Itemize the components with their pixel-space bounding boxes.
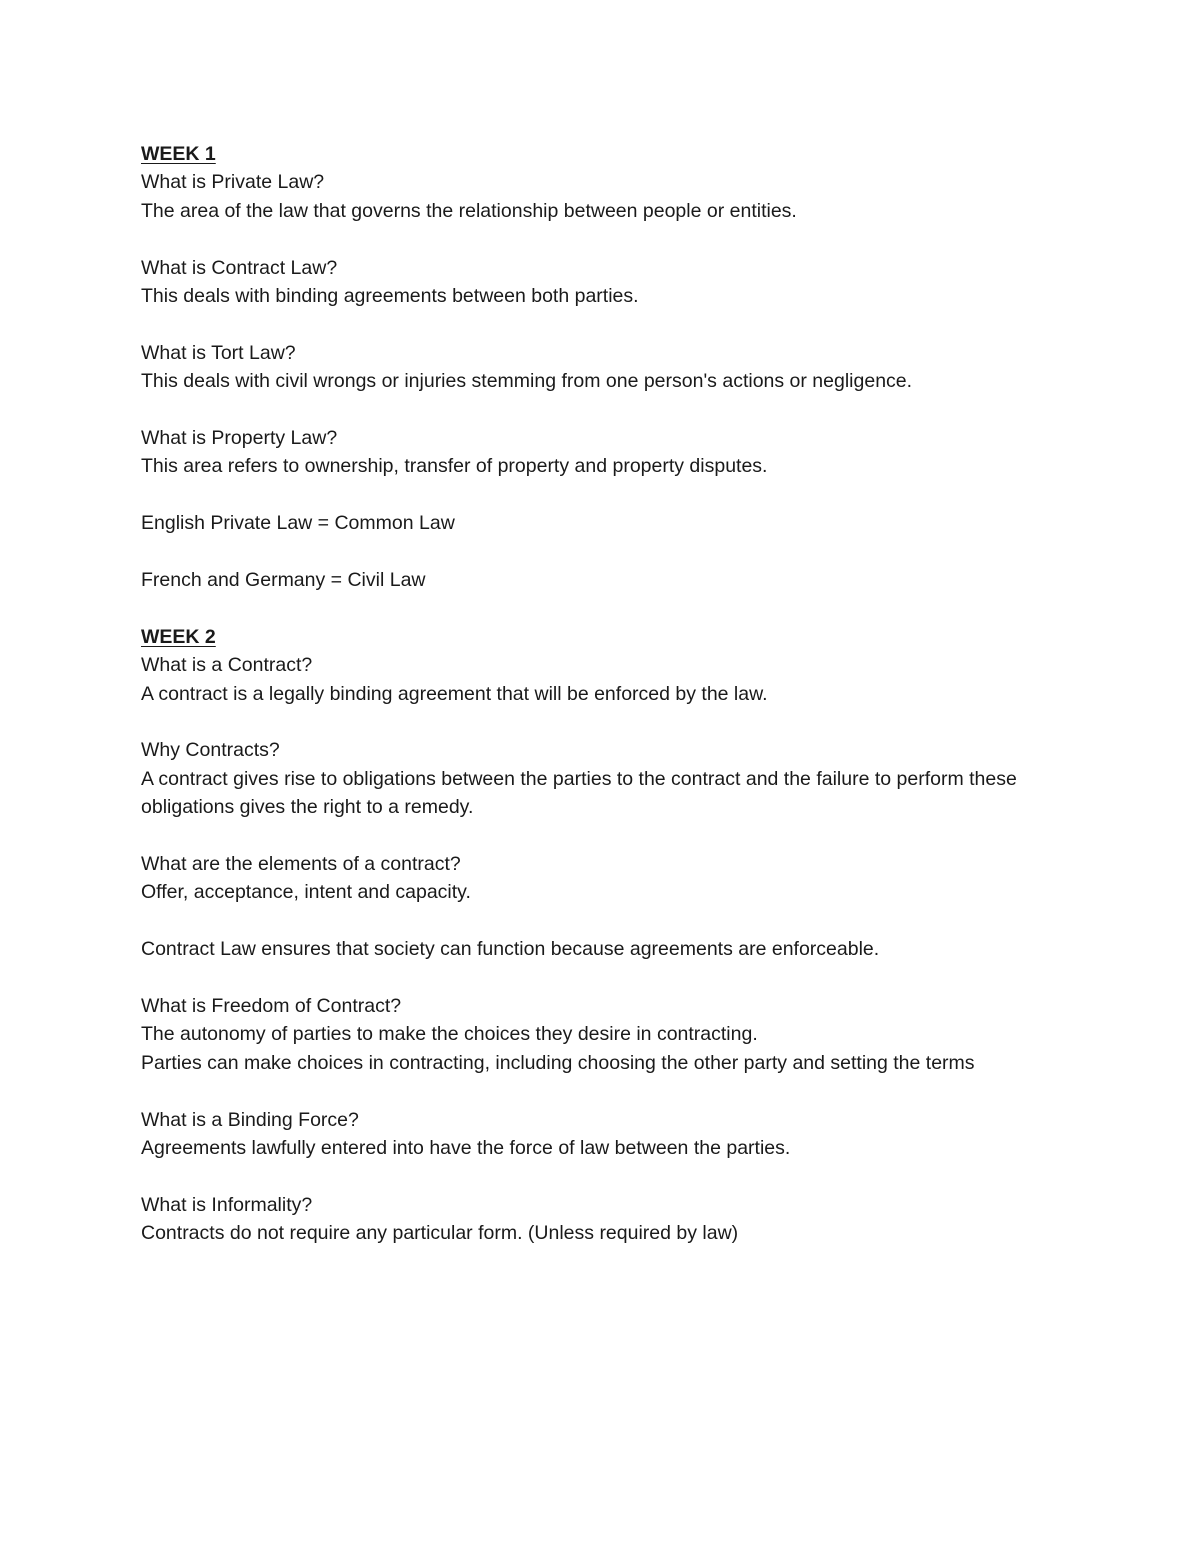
question: What is Tort Law? <box>141 341 296 364</box>
qa-property-law <box>141 424 1071 481</box>
answer: Contracts do not require any particular form. (Unless required by law) <box>141 1222 739 1245</box>
qa-contract <box>141 651 1071 708</box>
document-body <box>141 140 1071 1276</box>
question: What is Private Law? <box>141 171 325 194</box>
answer: A contract is a legally binding agreement that will be enforced by the law. <box>141 682 768 705</box>
answer: This area refers to ownership, transfer of property and property disputes. <box>141 455 768 478</box>
answer: Offer, acceptance, intent and capacity. <box>141 881 471 904</box>
note-civil-law <box>141 566 1071 594</box>
answer: A contract gives rise to obligations between the parties to the contract and the failure to perform these obligations gives the right to a remedy. <box>141 767 1017 819</box>
qa-private-law <box>141 168 1071 225</box>
qa-tort-law <box>141 339 1071 396</box>
question: Why Contracts? <box>141 739 280 762</box>
question: What is Property Law? <box>141 427 338 450</box>
question: What is Informality? <box>141 1193 313 1216</box>
statement: Contract Law ensures that society can function because agreements are enforceable. <box>141 938 880 961</box>
question: What is Freedom of Contract? <box>141 995 402 1018</box>
statement: English Private Law = Common Law <box>141 512 455 535</box>
answer: The autonomy of parties to make the choices they desire in contracting. <box>141 1023 758 1046</box>
note-common-law <box>141 509 1071 537</box>
answer: Parties can make choices in contracting, including choosing the other party and setting the terms <box>141 1051 975 1074</box>
week-1-section <box>141 140 1071 594</box>
week-heading: WEEK 2 <box>141 625 216 648</box>
qa-elements <box>141 850 1071 907</box>
qa-freedom-of-contract <box>141 992 1071 1077</box>
question: What is a Contract? <box>141 654 313 677</box>
answer: Agreements lawfully entered into have the force of law between the parties. <box>141 1137 791 1160</box>
week-heading: WEEK 1 <box>141 143 216 165</box>
answer: This deals with civil wrongs or injuries stemming from one person's actions or negligence. <box>141 370 913 393</box>
qa-informality <box>141 1191 1071 1248</box>
qa-contract-law <box>141 254 1071 311</box>
question: What are the elements of a contract? <box>141 853 461 876</box>
week-2-section <box>141 623 1071 1248</box>
qa-why-contracts <box>141 736 1071 821</box>
question: What is a Binding Force? <box>141 1108 359 1131</box>
statement: French and Germany = Civil Law <box>141 569 426 592</box>
answer: This deals with binding agreements between both parties. <box>141 285 639 308</box>
note-enforceable <box>141 935 1071 963</box>
answer: The area of the law that governs the relationship between people or entities. <box>141 199 797 222</box>
qa-binding-force <box>141 1106 1071 1163</box>
question: What is Contract Law? <box>141 256 338 279</box>
